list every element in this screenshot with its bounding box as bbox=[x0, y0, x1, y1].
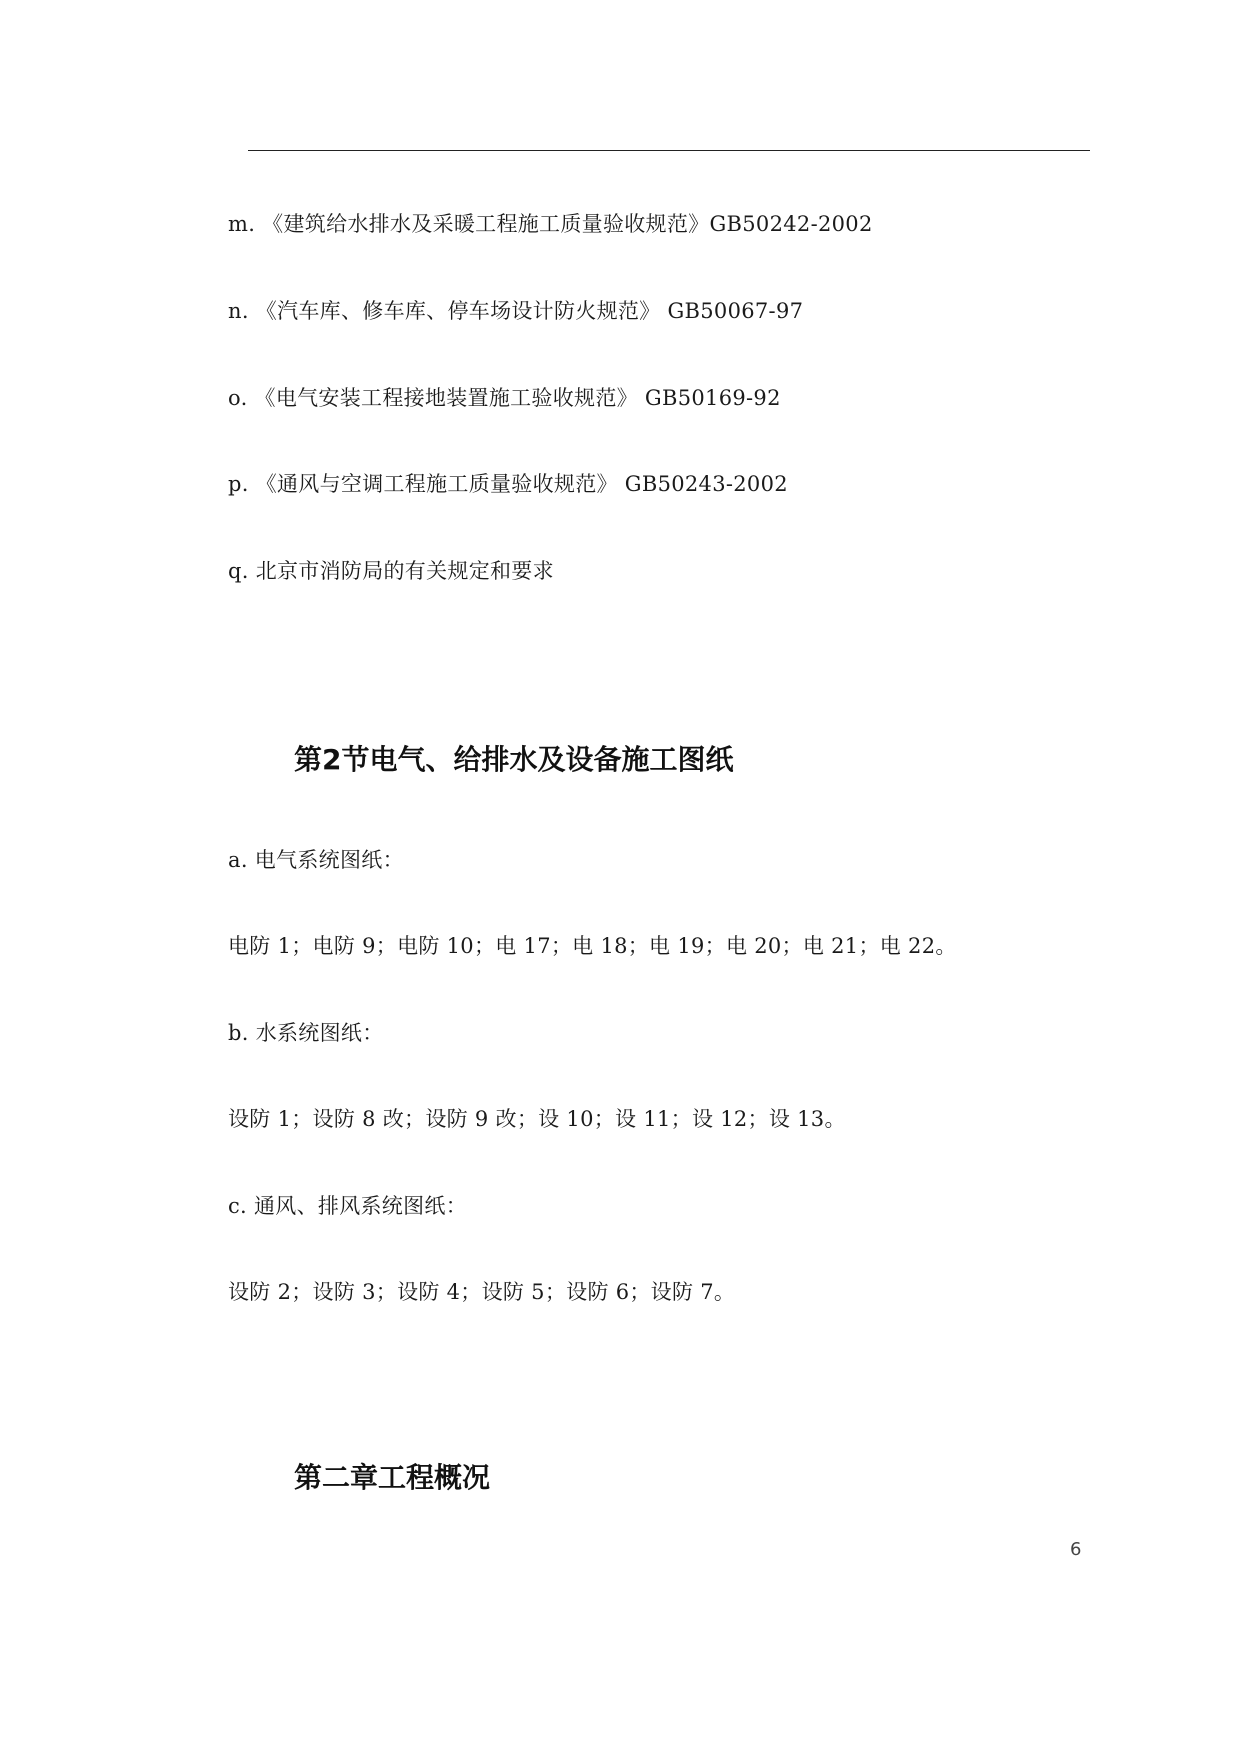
header-rule bbox=[248, 150, 1090, 151]
reference-item-q: q. 北京市消防局的有关规定和要求 bbox=[228, 559, 554, 583]
electrical-drawings-label: a. 电气系统图纸： bbox=[228, 848, 404, 872]
reference-item-o: o. 《电气安装工程接地装置施工验收规范》 GB50169-92 bbox=[228, 386, 781, 410]
water-drawings-list: 设防 1；设防 8 改；设防 9 改；设 10；设 11；设 12；设 13。 bbox=[228, 1107, 846, 1131]
reference-item-p: p. 《通风与空调工程施工质量验收规范》 GB50243-2002 bbox=[228, 472, 788, 496]
page-number: 6 bbox=[1070, 1539, 1082, 1560]
electrical-drawings-list: 电防 1；电防 9；电防 10；电 17；电 18；电 19；电 20；电 21；电 22。 bbox=[228, 934, 957, 958]
water-drawings-label: b. 水系统图纸： bbox=[228, 1021, 384, 1045]
chapter-heading: 第二章工程概况 bbox=[294, 1461, 491, 1494]
ventilation-drawings-label: c. 通风、排风系统图纸： bbox=[228, 1194, 468, 1218]
section-heading: 第2节电气、给排水及设备施工图纸 bbox=[294, 743, 734, 776]
ventilation-drawings-list: 设防 2；设防 3；设防 4；设防 5；设防 6；设防 7。 bbox=[228, 1280, 736, 1304]
reference-item-n: n. 《汽车库、修车库、停车场设计防火规范》 GB50067-97 bbox=[228, 299, 804, 323]
reference-item-m: m. 《建筑给水排水及采暖工程施工质量验收规范》GB50242-2002 bbox=[228, 212, 873, 236]
